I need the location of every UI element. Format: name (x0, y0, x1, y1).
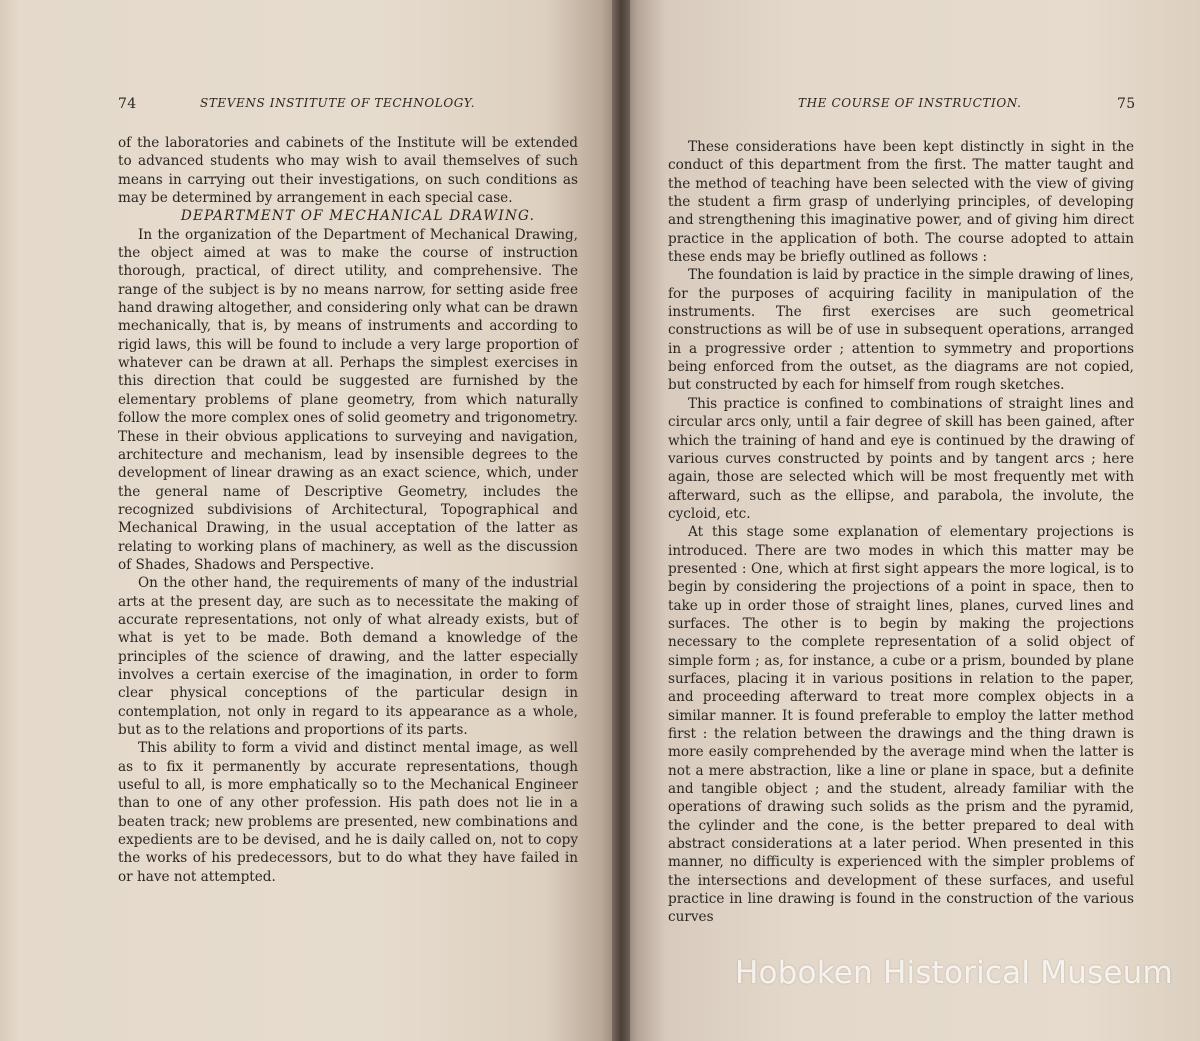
right-page-number: 75 (1117, 96, 1136, 112)
museum-watermark: Hoboken Historical Museum (735, 955, 1173, 991)
left-running-head: STEVENS INSTITUTE OF TECHNOLOGY. (200, 96, 476, 110)
book-gutter (612, 0, 630, 1041)
left-page-number: 74 (118, 96, 137, 112)
left-paragraph-1: In the organization of the Department of Mechanical Drawing, the object aimed at was to make the course of instruction thorough, practical, of direct utility, and comprehensive. The range of the subject is by no means narrow, for setting aside free hand drawing altogether, and considering only what can be drawn mechanically, that is, by means of instruments and according to rigid laws, this will be found to include a very large proportion of whatever can be drawn at all. Perhaps the simplest exercises in this direction that could be suggested are furnished by the elementary problems of plane geometry, from which naturally follow the more complex ones of solid geometry and trigonometry. These in their obvious applications to surveying and navigation, architecture and mechanism, lead by insensible degrees to the development of linear drawing as an exact science, which, under the general name of Descriptive Geometry, includes the recognized subdivisions of Architectural, Topographical and Mechanical Drawing, in the usual acceptation of the latter as relating to working plans of machinery, as well as the discussion of Shades, Shadows and Perspective. (118, 226, 578, 573)
right-paragraph-2: The foundation is laid by practice in the simple drawing of lines, for the purposes of acquiring facility in manipulation of the instruments. The first exercises are such geometrical constructions as will be of use in subsequent operations, arranged in a progressive order ; attention to symmetry and proportions being enforced from the outset, as the diagrams are not copied, but constructed by each for himself from rough sketches. (668, 267, 1134, 394)
left-paragraph-3: This ability to form a vivid and distinct mental image, as well as to fix it permanently by accurate representations, though useful to all, is more emphatically so to the Mechanical Engineer than to one of any other profession. His path does not lie in a beaten track; new problems are presented, new combinations and expedients are to be devised, and he is daily called on, not to copy the works of his predecessors, but to do what they have failed in or have not attempted. (118, 740, 578, 885)
right-paragraph-1: These considerations have been kept distinctly in sight in the conduct of this department from the first. The matter taught and the method of teaching have been selected with the view of giving the student a firm grasp of underlying principles, of developing and strengthening this imaginative power, and of giving him direct practice in the application of both. The course adopted to attain these ends may be briefly outlined as follows : (668, 139, 1134, 266)
left-paragraph-2: On the other hand, the requirements of many of the industrial arts at the present day, are such as to necessitate the making of accurate representations, not only of what already exists, but of what is yet to be made. Both demand a knowledge of the principles of the science of drawing, and the latter especially involves a certain exercise of the imagination, in order to form clear physical conceptions of the particular design in contemplation, not only in regard to its appearance as a whole, but as to the relations and proportions of its parts. (118, 575, 578, 738)
left-continuation-paragraph: of the laboratories and cabinets of the Institute will be extended to advanced students who may wish to avail themselves of such means in carrying out their investigations, on such conditions as may be determined by arrangement in each special case. (118, 135, 578, 207)
right-body-text (668, 138, 1134, 927)
right-running-head: THE COURSE OF INSTRUCTION. (798, 96, 1022, 110)
right-page (620, 0, 1200, 1041)
section-heading: DEPARTMENT OF MECHANICAL DRAWING. (180, 208, 536, 225)
right-paragraph-3: This practice is confined to combinations of straight lines and circular arcs only, until a fair degree of skill has been gained, after which the training of hand and eye is continued by the drawing of various curves constructed by points and by tangent arcs ; here again, those are selected which will be most frequently met with afterward, such as the ellipse, and parabola, the involute, the cycloid, etc. (668, 395, 1134, 522)
left-body-text (118, 134, 578, 886)
right-paragraph-4: At this stage some explanation of elementary projections is introduced. There are two modes in which this matter may be presented : One, which at first sight appears the more logical, is to begin by considering the projections of a point in space, then to take up in order those of straight lines, planes, curved lines and surfaces. The other is to begin by making the projections necessary to the complete representation of a solid object of simple form ; as, for instance, a cube or a prism, bounded by plane surfaces, placing it in various positions in relation to the paper, and proceeding afterward to treat more complex objects in a similar manner. It is found preferable to employ the latter method first : the relation between the drawings and the thing drawn is more easily comprehended by the average mind when the latter is not a mere abstraction, like a line or plane in space, but a definite and tangible object ; and the student, already familiar with the operations of drawing such solids as the prism and the pyramid, the cylinder and the cone, is the better prepared to deal with abstract considerations at a later period. When presented in this manner, no difficulty is experienced with the simpler problems of the intersections and development of these surfaces, and useful practice in line drawing is found in the construction of the various curves (668, 524, 1134, 926)
